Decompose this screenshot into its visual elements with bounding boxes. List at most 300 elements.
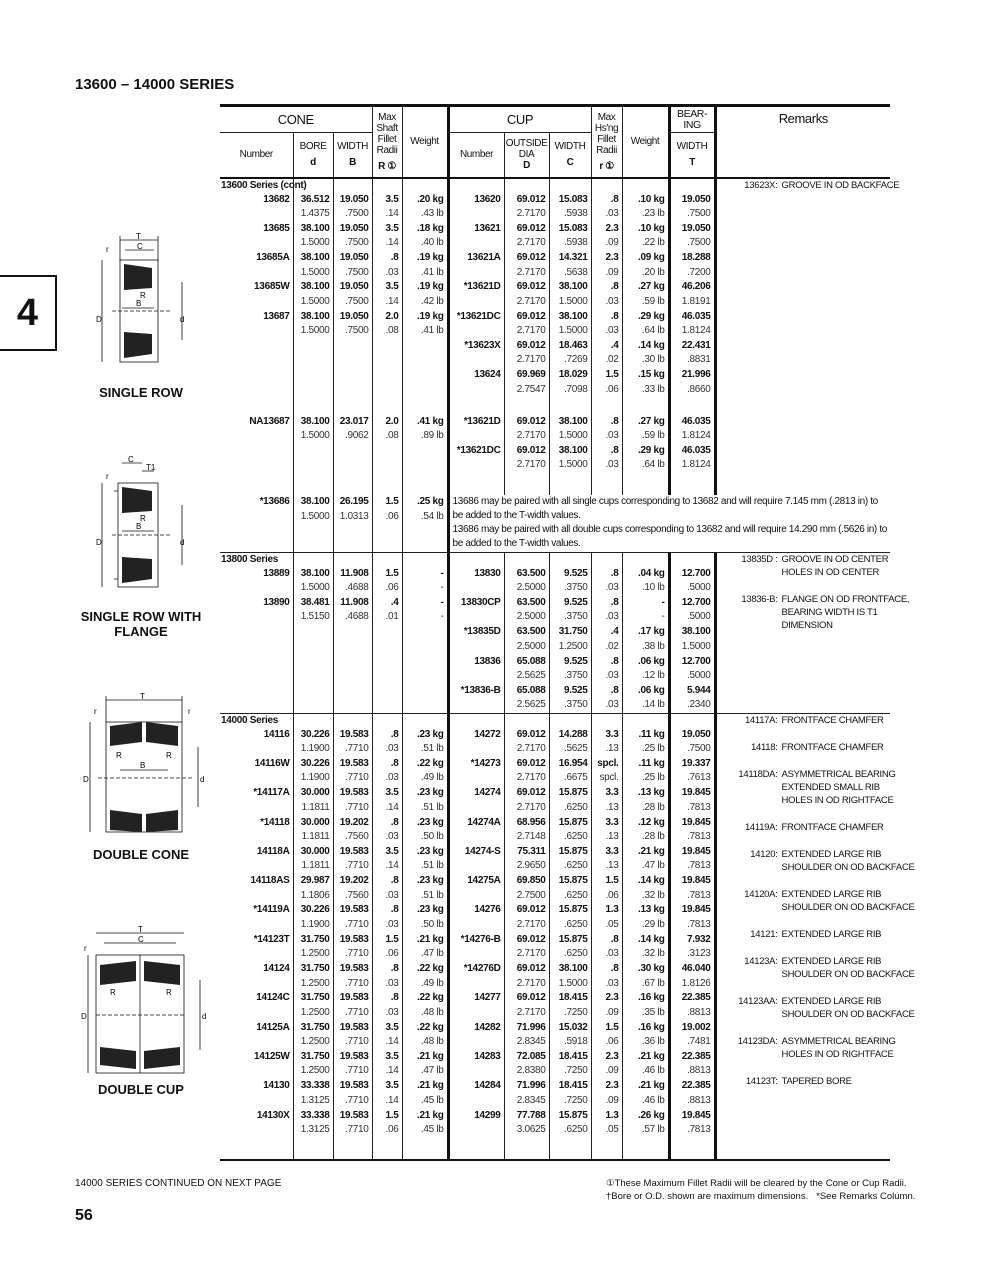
cup-outside-dia-imperial: 2.5625	[516, 699, 546, 711]
cone-weight	[402, 310, 448, 339]
cup-outside-dia	[504, 222, 549, 251]
cone-width	[333, 1021, 372, 1050]
cone-number	[220, 193, 293, 222]
bearing-width-metric: 22.385	[681, 992, 711, 1004]
cone-weight-header: Weight	[402, 106, 448, 178]
cup-outside-dia-imperial: 2.7148	[516, 831, 546, 843]
series-section	[220, 552, 910, 713]
cone-bore	[293, 962, 333, 991]
cup-weight-metric: -	[661, 596, 665, 608]
remark-text: GROOVE IN OD CENTER HOLES IN OD CENTER	[781, 553, 889, 578]
cone-weight-imperial: .49 lb	[420, 977, 444, 989]
housing-fillet-radius-metric: .8	[610, 655, 619, 667]
cup-width-imperial: 1.5000	[558, 325, 588, 337]
cone-width-imperial: .7500	[345, 237, 369, 249]
cone-weight	[402, 757, 448, 786]
cone-width-metric: 19.583	[339, 963, 369, 975]
remark-key: 14123DA:	[737, 1035, 778, 1047]
series-header-row	[220, 552, 890, 567]
cup-weight	[622, 816, 669, 845]
cup-outside-dia-imperial: 2.7170	[516, 208, 546, 219]
cup-width	[549, 567, 591, 596]
cup-number	[448, 251, 504, 280]
bearing-width	[669, 1021, 715, 1050]
cone-number	[220, 874, 293, 903]
cone-bore-imperial: 1.1900	[300, 918, 330, 930]
cup-outside-dia	[504, 368, 549, 397]
housing-fillet-radius	[591, 444, 622, 473]
bearing-width	[669, 816, 715, 845]
shaft-fillet-radius-imperial: .03	[385, 831, 399, 843]
cup-width	[549, 962, 591, 991]
shaft-fillet-radius-metric: 3.5	[385, 193, 399, 205]
housing-fillet-radius-imperial: .03	[605, 977, 619, 989]
cup-weight-imperial: .25 lb	[641, 772, 665, 784]
remark-key: 14123AA:	[738, 995, 778, 1007]
cup-outside-dia-metric: 69.012	[516, 904, 546, 916]
label-R: R	[140, 514, 146, 523]
cup-number-text: 14274A	[467, 816, 501, 828]
cup-outside-dia-imperial: 2.5000	[516, 640, 546, 652]
cone-width-imperial: .4688	[345, 582, 369, 594]
cup-outside-dia	[504, 444, 549, 473]
shaft-fillet-radius-metric: 3.5	[385, 1080, 399, 1092]
cone-number	[220, 1109, 293, 1138]
cone-number-text: 14116	[263, 728, 290, 740]
cup-weight-metric: .21 kg	[637, 1050, 665, 1062]
cone-weight-imperial: .50 lb	[420, 831, 444, 843]
cone-weight	[402, 903, 448, 932]
cone-weight	[402, 786, 448, 815]
cup-number	[448, 962, 504, 991]
cup-weight-metric: .15 kg	[637, 369, 665, 381]
cup-width-metric: 38.100	[558, 444, 588, 456]
remark-item	[720, 1035, 896, 1061]
cup-weight-imperial: .22 lb	[641, 237, 665, 249]
cup-width-imperial: 1.2500	[558, 640, 588, 652]
cone-number	[220, 991, 293, 1020]
cup-weight	[622, 251, 669, 280]
housing-fillet-radius	[591, 874, 622, 903]
cup-weight-imperial: .29 lb	[641, 918, 665, 930]
cone-number	[220, 816, 293, 845]
cone-weight	[402, 280, 448, 309]
cup-number-text: 13830CP	[460, 596, 501, 608]
cup-number	[448, 816, 504, 845]
shaft-fillet-radius	[372, 991, 402, 1020]
bearing-width-imperial: .3123	[687, 948, 711, 960]
cup-outside-dia-imperial: 2.7170	[516, 1006, 546, 1018]
bearing-width	[669, 1079, 715, 1108]
cup-number-text: *13621D	[463, 281, 501, 293]
shaft-fillet-radius	[372, 874, 402, 903]
cone-bore-metric: 38.100	[300, 496, 330, 508]
housing-fillet-radius-imperial: .03	[605, 208, 619, 219]
cone-bore-imperial: 1.2500	[300, 948, 330, 960]
cone-weight	[402, 933, 448, 962]
cone-width-imperial: .7710	[345, 743, 369, 755]
cone-bore	[293, 251, 333, 280]
cone-width-imperial: .9062	[345, 430, 369, 442]
cup-width-metric: 15.875	[558, 875, 588, 887]
cup-outside-dia-imperial: 2.7547	[516, 383, 546, 395]
cup-width-imperial: .5918	[564, 1036, 588, 1048]
cup-weight-imperial: .32 lb	[641, 889, 665, 901]
cone-width	[333, 874, 372, 903]
cup-weight-header: Weight	[622, 106, 669, 178]
cone-width-metric: 19.583	[339, 757, 369, 769]
caption-double-cup: DOUBLE CUP	[98, 1082, 184, 1097]
cup-outside-dia-metric: 69.012	[516, 310, 546, 322]
cup-width-imperial: .5938	[564, 237, 588, 249]
cup-number-text: 14272	[474, 728, 501, 740]
cup-width	[549, 1079, 591, 1108]
cup-number	[448, 368, 504, 397]
cup-width	[549, 816, 591, 845]
footnote-fillet: ①These Maximum Fillet Radii will be cleared by the Cone or Cup Radii.	[606, 1178, 907, 1189]
cup-weight	[622, 655, 669, 684]
cone-width-metric: 19.583	[339, 933, 369, 945]
cup-weight-metric: .14 kg	[637, 339, 665, 351]
cone-bore-imperial: 1.5000	[300, 325, 330, 337]
cone-bore-metric: 38.481	[300, 596, 330, 608]
cup-weight	[622, 444, 669, 473]
cone-weight-imperial: .49 lb	[420, 772, 444, 784]
housing-fillet-radius	[591, 368, 622, 397]
caption-single-row-flange: SINGLE ROW WITH FLANGE	[80, 609, 202, 639]
housing-fillet-radius-imperial: .03	[605, 325, 619, 337]
cup-outside-dia-imperial: 2.7170	[516, 266, 546, 278]
remark-text: EXTENDED LARGE RIB SHOULDER ON OD BACKFACE	[781, 848, 915, 873]
remark-text: GROOVE IN OD BACKFACE	[781, 179, 900, 191]
label-r: r	[84, 944, 87, 953]
cup-width-imperial: .7098	[564, 383, 588, 395]
shaft-fillet-radius	[372, 567, 402, 596]
cup-outside-dia	[504, 1109, 549, 1138]
footnotes	[606, 1177, 915, 1203]
cone-weight	[402, 1050, 448, 1079]
cone-bore-metric: 30.226	[300, 757, 330, 769]
cup-weight-imperial: .10 lb	[641, 582, 665, 594]
housing-fillet-radius-imperial: spcl.	[599, 772, 619, 784]
cone-bore-imperial: 1.2500	[300, 1006, 330, 1018]
pairing-note-line: 13686 may be paired with all single cups corresponding to 13682 and will require 7.145 mm (.2813 in) to be added to the T-width values.	[452, 496, 878, 522]
label-t: T	[136, 232, 141, 241]
cone-width-imperial: .7710	[345, 977, 369, 989]
cup-width	[549, 786, 591, 815]
cone-width-imperial: .7710	[345, 1006, 369, 1018]
cone-bore-metric: 38.100	[300, 252, 330, 264]
cup-number	[448, 193, 504, 222]
cup-outside-dia	[504, 903, 549, 932]
cone-weight-metric: .41 kg	[416, 415, 444, 427]
cone-width-metric: 19.583	[339, 904, 369, 916]
cup-weight	[622, 962, 669, 991]
bearing-width-metric: 19.845	[681, 816, 711, 828]
bearing-width-metric: 19.050	[681, 222, 711, 234]
shaft-fillet-radius-imperial: .06	[385, 510, 399, 522]
housing-fillet-radius	[591, 786, 622, 815]
bearing-width-imperial: 1.8191	[681, 295, 711, 307]
remark-key: 14119A:	[744, 821, 778, 833]
housing-fillet-radius	[591, 1079, 622, 1108]
shaft-fillet-radius	[372, 251, 402, 280]
cone-width	[333, 1050, 372, 1079]
cup-outside-dia-imperial: 2.8380	[516, 1065, 546, 1077]
cone-bore	[293, 816, 333, 845]
bearing-width	[669, 368, 715, 397]
width-label: WIDTH	[337, 141, 368, 153]
cone-weight-metric: .22 kg	[416, 1021, 444, 1033]
cone-number-text: 14125W	[254, 1050, 290, 1062]
cup-outside-dia-imperial: 2.5625	[516, 670, 546, 682]
cone-width-metric: 19.583	[339, 1050, 369, 1062]
cup-width-metric: 9.525	[564, 567, 588, 579]
cone-width-metric: 19.583	[339, 1080, 369, 1092]
cone-number	[220, 933, 293, 962]
housing-fillet-radius-imperial: .03	[605, 295, 619, 307]
shaft-fillet-radius-metric: .8	[390, 875, 399, 887]
cup-weight-imperial: .28 lb	[641, 831, 665, 843]
cup-outside-dia-imperial: 2.7170	[516, 801, 546, 813]
bearing-width	[669, 596, 715, 625]
shaft-fillet-radius-metric: 3.5	[385, 1021, 399, 1033]
cup-weight-imperial: .64 lb	[641, 325, 665, 337]
cone-weight-metric: .23 kg	[416, 787, 444, 799]
housing-fillet-radius	[591, 251, 622, 280]
housing-fillet-radius-imperial: .13	[605, 801, 619, 813]
shaft-fillet-radius	[372, 310, 402, 339]
cone-weight-imperial: .50 lb	[420, 918, 444, 930]
cup-weight	[622, 1021, 669, 1050]
cone-width	[333, 757, 372, 786]
cone-weight-metric: .23 kg	[416, 816, 444, 828]
cup-outside-dia	[504, 874, 549, 903]
cup-width-imperial: .6250	[564, 918, 588, 930]
cone-bore	[293, 280, 333, 309]
cup-number-text: 13624	[474, 369, 501, 381]
cone-weight-imperial: .41 lb	[420, 266, 444, 278]
cup-width-imperial: .7269	[564, 354, 588, 366]
housing-fillet-radius-metric: 3.3	[605, 787, 619, 799]
bearing-width-metric: 46.206	[681, 281, 711, 293]
shaft-fillet-radius	[372, 1079, 402, 1108]
bearing-width-imperial: .2340	[687, 699, 711, 711]
cone-number-text: 14130X	[256, 1109, 290, 1121]
shaft-fillet-radius-metric: .4	[390, 596, 399, 608]
shaft-fillet-radius-imperial: .03	[385, 889, 399, 901]
cup-outside-dia-imperial: 2.7170	[516, 295, 546, 307]
cup-weight-metric: .16 kg	[637, 1021, 665, 1033]
housing-fillet-radius	[591, 684, 622, 713]
cup-weight-metric: .11 kg	[638, 757, 665, 769]
cup-weight	[622, 1050, 669, 1079]
cone-width-imperial: .7560	[345, 889, 369, 901]
cone-bore	[293, 991, 333, 1020]
label-R: R	[140, 291, 146, 300]
cone-width-metric: 19.583	[339, 845, 369, 857]
cone-width-imperial: 1.0313	[339, 510, 369, 522]
shaft-fillet-radius-imperial: .14	[385, 860, 399, 872]
bearing-width-metric: 38.100	[681, 626, 711, 638]
housing-fillet-radius-imperial: .03	[605, 459, 619, 471]
remark-item	[720, 768, 896, 807]
shaft-fillet-radius-imperial: .03	[385, 1006, 399, 1018]
cup-width-metric: 15.083	[558, 222, 588, 234]
cup-width	[549, 655, 591, 684]
cone-weight-imperial: .45 lb	[420, 1124, 444, 1136]
shaft-fillet-radius-metric: 3.5	[385, 222, 399, 234]
cup-width-metric: 15.032	[558, 1021, 588, 1033]
housing-fillet-radius-imperial: .05	[605, 918, 619, 930]
cone-bore	[293, 728, 333, 757]
cup-width	[549, 280, 591, 309]
cone-weight-metric: .23 kg	[416, 904, 444, 916]
cup-number-text: *13621DC	[456, 444, 501, 456]
cup-width-metric: 16.954	[558, 757, 588, 769]
cup-width-metric: 18.415	[558, 992, 588, 1004]
label-r: r	[106, 245, 109, 254]
cone-weight	[402, 1079, 448, 1108]
housing-fillet-radius	[591, 991, 622, 1020]
cup-outside-dia-metric: 69.850	[516, 875, 546, 887]
cone-bore-imperial: 1.2500	[300, 977, 330, 989]
cone-bore	[293, 193, 333, 222]
housing-fillet-radius-metric: .8	[610, 963, 619, 975]
bearing-width-imperial: 1.5000	[681, 640, 711, 652]
cone-number-text: 13687	[263, 310, 290, 322]
cone-bore	[293, 874, 333, 903]
cup-width-imperial: .6250	[564, 948, 588, 960]
cup-width-metric: 38.100	[558, 281, 588, 293]
housing-fillet-radius-imperial: .09	[605, 1094, 619, 1106]
remark-item	[720, 714, 888, 727]
housing-fillet-radius-metric: 2.3	[605, 992, 619, 1004]
page-title: 13600 – 14000 SERIES	[75, 76, 235, 93]
shaft-fillet-radius-metric: 1.5	[385, 496, 399, 508]
shaft-fillet-radius-metric: 3.5	[385, 845, 399, 857]
cup-width-imperial: .6250	[564, 801, 588, 813]
cup-outside-dia-metric: 71.996	[516, 1021, 546, 1033]
cup-outside-dia-metric: 69.012	[516, 339, 546, 351]
housing-fillet-radius	[591, 816, 622, 845]
remark-text: EXTENDED LARGE RIB SHOULDER ON OD BACKFACE	[781, 888, 915, 913]
bearing-width-metric: 19.845	[681, 1109, 711, 1121]
remark-key: 14121:	[750, 928, 778, 940]
cup-number	[448, 1109, 504, 1138]
cone-number-text: NA13687	[249, 415, 290, 427]
bearing-width-label: WIDTH	[676, 141, 708, 153]
cup-outside-dia-imperial: 2.7170	[516, 977, 546, 989]
cup-weight-metric: .16 kg	[637, 992, 665, 1004]
cone-weight-imperial: .41 lb	[420, 325, 444, 337]
label-R-right: R	[166, 988, 172, 997]
cup-weight-metric: .09 kg	[637, 252, 665, 264]
cone-width	[333, 193, 372, 222]
cup-width-metric: 38.100	[558, 310, 588, 322]
cone-bore-imperial: 1.1811	[301, 831, 330, 843]
cup-outside-dia-imperial: 3.0625	[516, 1124, 546, 1136]
cup-width-metric: 18.415	[558, 1050, 588, 1062]
cone-width	[333, 728, 372, 757]
housing-fillet-radius-imperial: .03	[605, 699, 619, 711]
housing-fillet-radius-metric: 1.3	[605, 904, 619, 916]
shaft-fillet-radius-imperial: .03	[385, 918, 399, 930]
cone-width-imperial: .7560	[345, 831, 369, 843]
cup-weight-imperial: .36 lb	[641, 1036, 665, 1048]
cone-bore-metric: 38.100	[300, 310, 330, 322]
cup-outside-dia-metric: 63.500	[516, 567, 546, 579]
cup-weight-metric: .29 kg	[637, 310, 665, 322]
shaft-fillet-radius	[372, 222, 402, 251]
shaft-fillet-radius-imperial: .14	[385, 295, 399, 307]
bearing-spec-table	[220, 104, 915, 1161]
bearing-width-metric: 46.040	[681, 963, 711, 975]
cup-weight	[622, 280, 669, 309]
cone-weight	[402, 962, 448, 991]
bearing-width	[669, 728, 715, 757]
cup-width-imperial: .3750	[564, 582, 588, 594]
cone-width-imperial: .7710	[345, 1065, 369, 1077]
series-label: 13800 Series	[221, 553, 279, 565]
cup-number-text: 14274-S	[464, 845, 501, 857]
label-t: T	[140, 692, 145, 701]
cone-number-text: *14123T	[253, 933, 290, 945]
cup-weight	[622, 1079, 669, 1108]
cup-number	[448, 845, 504, 874]
cup-number	[448, 655, 504, 684]
shaft-fillet-radius-imperial: .14	[385, 801, 399, 813]
remark-item	[720, 593, 910, 632]
cone-width-metric: 19.583	[339, 728, 369, 740]
cup-width-imperial: 1.5000	[558, 430, 588, 442]
cup-width	[549, 625, 591, 654]
t-symbol: T	[689, 157, 695, 169]
bearing-width-imperial: .5000	[687, 611, 711, 623]
shaft-fillet-radius	[372, 1109, 402, 1138]
shaft-fillet-radius-metric: 1.5	[385, 1109, 399, 1121]
cone-bore-metric: 31.750	[300, 963, 330, 975]
shaft-fillet-radius	[372, 193, 402, 222]
cup-outside-dia	[504, 251, 549, 280]
cone-weight	[402, 845, 448, 874]
cone-bore-imperial: 1.5000	[300, 582, 330, 594]
cone-weight-metric: .21 kg	[416, 1050, 444, 1062]
cone-width	[333, 222, 372, 251]
bearing-width-imperial: .7500	[687, 743, 711, 755]
bearing-width-imperial: .7813	[687, 1124, 711, 1136]
shaft-fillet-radius	[372, 280, 402, 309]
cup-outside-dia-metric: 69.012	[516, 252, 546, 264]
cup-outside-dia-metric: 71.996	[516, 1080, 546, 1092]
bearing-width-imperial: .7813	[687, 860, 711, 872]
bearing-width-metric: 19.337	[681, 757, 711, 769]
cup-number-text: 13830	[474, 567, 501, 579]
bearing-width	[669, 786, 715, 815]
housing-fillet-radius-metric: 2.3	[605, 1080, 619, 1092]
cone-width-imperial: .7710	[345, 1094, 369, 1106]
cup-width	[549, 1050, 591, 1079]
remark-text: ASYMMETRICAL BEARING HOLES IN OD RIGHTFACE	[781, 1035, 896, 1060]
cup-number-text: 14299	[474, 1109, 501, 1121]
cup-width	[549, 757, 591, 786]
cup-weight	[622, 874, 669, 903]
bearing-width-imperial: .7813	[687, 889, 711, 901]
housing-fillet-radius-imperial: .13	[605, 743, 619, 755]
cup-outside-dia-metric: 69.969	[516, 369, 546, 381]
label-D: D	[81, 1012, 87, 1021]
cup-outside-dia-imperial: 2.7500	[516, 889, 546, 901]
